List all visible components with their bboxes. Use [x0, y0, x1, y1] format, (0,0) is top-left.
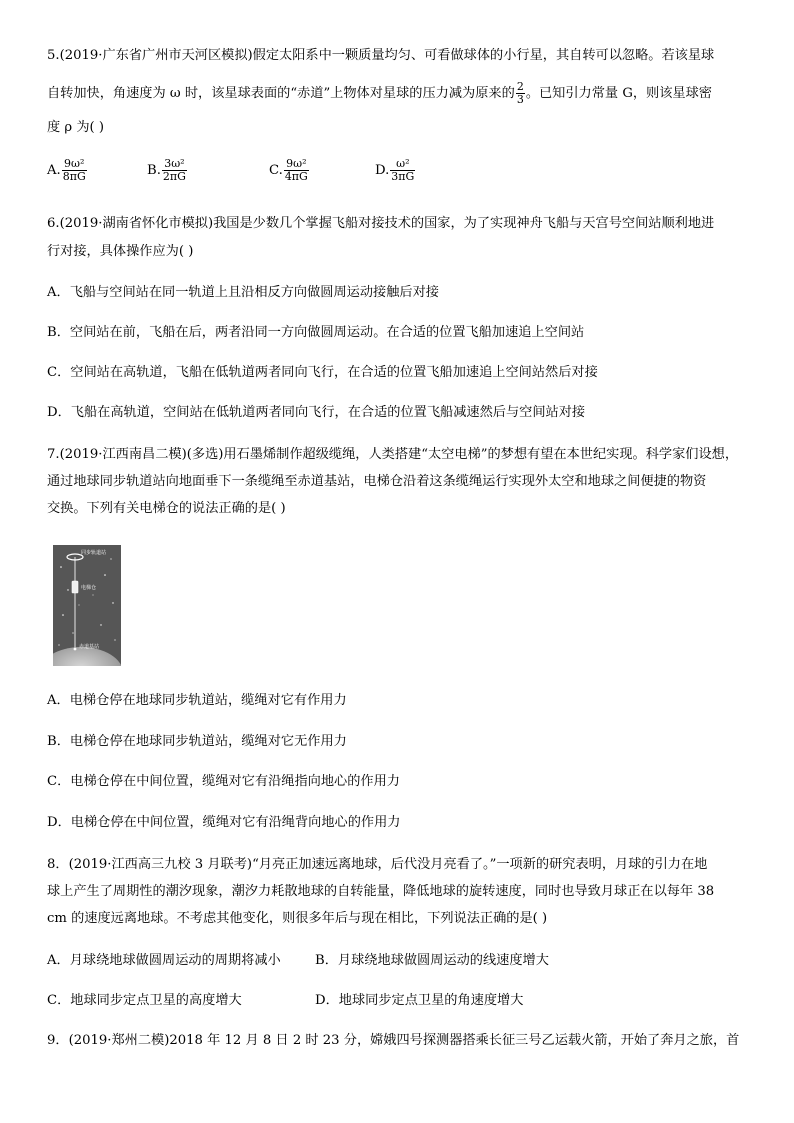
q6-line1: 6.(2019·湖南省怀化市模拟)我国是少数几个掌握飞船对接技术的国家，为了实现神舟飞船与天宫号空间站顺利地进 — [47, 216, 715, 231]
q8-option-c[interactable]: C．地球同步定点卫星的高度增大 — [47, 993, 242, 1008]
q8-option-d[interactable]: D．地球同步定点卫星的角速度增大 — [315, 993, 524, 1008]
q8-option-b[interactable]: B．月球绕地球做圆周运动的线速度增大 — [315, 953, 549, 968]
q5-option-a[interactable]: A. $\frac{\text{9ω²}}{8\pi G}$ — [47, 157, 86, 183]
q6-option-d[interactable]: D．飞船在高轨道，空间站在低轨道两者同向飞行，在合适的位置飞船减速然后与空间站对接 — [47, 405, 586, 420]
q5-line2-b: 。已知引力常量 G，则该星球密 — [525, 86, 712, 101]
q5-frac-den: 3 — [516, 93, 524, 106]
q7-line2: 通过地球同步轨道站向地面垂下一条缆绳至赤道基站，电梯仓沿着这条缆绳运行实现外太空和地球之间便捷的物资 — [47, 474, 707, 489]
q8-line1: 8．(2019·江西高三九校 3 月联考)“月亮正加速远离地球，后代没月亮看了。”一项新的研究表明，月球的引力在地 — [47, 857, 708, 872]
q5-frac-num: 2 — [516, 80, 524, 93]
q5-line1: 5.(2019·广东省广州市天河区模拟)假定太阳系中一颗质量均匀、可看做球体的小行星，其自转可以忽略。若该星球 — [47, 48, 715, 63]
q7-line1: 7.(2019·江西南昌二模)(多选)用石墨烯制作超级缆绳，人类搭建“太空电梯”的梦想有望在本世纪实现。科学家们设想， — [47, 447, 739, 462]
space-elevator-illustration — [53, 545, 121, 666]
q5-line2 — [47, 80, 747, 108]
q7-line3: 交换。下列有关电梯仓的说法正确的是( ) — [47, 501, 286, 516]
space-elevator-figure — [53, 545, 121, 666]
elevator-cabin — [72, 581, 78, 593]
q8-options-row2 — [47, 989, 747, 1009]
q8-line2: 球上产生了周期性的潮汐现象，潮汐力耗散地球的自转能量，降低地球的旋转速度，同时也导致月球正在以每年 38 — [47, 884, 715, 899]
figure-label-base: 赤道基站 — [79, 644, 100, 650]
q7-option-b[interactable]: B．电梯仓停在地球同步轨道站，缆绳对它无作用力 — [47, 734, 347, 749]
figure-label-station: 同步轨道站 — [81, 550, 107, 556]
q5-fraction — [516, 81, 525, 106]
q5-options — [47, 158, 747, 198]
q6-option-a[interactable]: A．飞船与空间站在同一轨道上且沿相反方向做圆周运动接触后对接 — [47, 285, 439, 300]
q7-option-c[interactable]: C．电梯仓停在中间位置，缆绳对它有沿绳指向地心的作用力 — [47, 774, 400, 789]
q9-line1: 9．(2019·郑州二模)2018 年 12 月 8 日 2 时 23 分，嫦娥四号探测器搭乘长征三号乙运载火箭，开始了奔月之旅，首 — [47, 1033, 740, 1048]
q8-option-a[interactable]: A．月球绕地球做圆周运动的周期将减小 — [47, 953, 281, 968]
q7-option-a[interactable]: A．电梯仓停在地球同步轨道站，缆绳对它有作用力 — [47, 693, 347, 708]
q6-option-c[interactable]: C．空间站在高轨道，飞船在低轨道两者同向飞行，在合适的位置飞船加速追上空间站然后对接 — [47, 365, 598, 380]
q5-option-d[interactable]: D. $\frac{\text{ω²}}{3\pi G}$ — [375, 157, 415, 183]
q8-options-row1 — [47, 949, 747, 969]
q6-line2: 行对接，具体操作应为( ) — [47, 244, 194, 259]
q5-line2-a: 自转加快，角速度为 ω 时，该星球表面的“赤道”上物体对星球的压力减为原来的 — [47, 86, 515, 101]
q7-option-d[interactable]: D．电梯仓停在中间位置，缆绳对它有沿绳背向地心的作用力 — [47, 815, 401, 830]
q5-line3: 度 ρ 为( ) — [47, 120, 104, 135]
q6-option-b[interactable]: B．空间站在前，飞船在后，两者沿同一方向做圆周运动。在合适的位置飞船加速追上空间站 — [47, 325, 585, 340]
figure-label-cabin: 电梯仓 — [81, 585, 97, 591]
q5-option-b[interactable]: B. $\frac{\text{3ω²}}{2\pi G}$ — [147, 157, 186, 183]
q5-option-c[interactable]: C. $\frac{\text{9ω²}}{4\pi G}$ — [269, 157, 308, 183]
q8-line3: cm 的速度远离地球。不考虑其他变化，则很多年后与现在相比，下列说法正确的是( ) — [47, 911, 548, 926]
